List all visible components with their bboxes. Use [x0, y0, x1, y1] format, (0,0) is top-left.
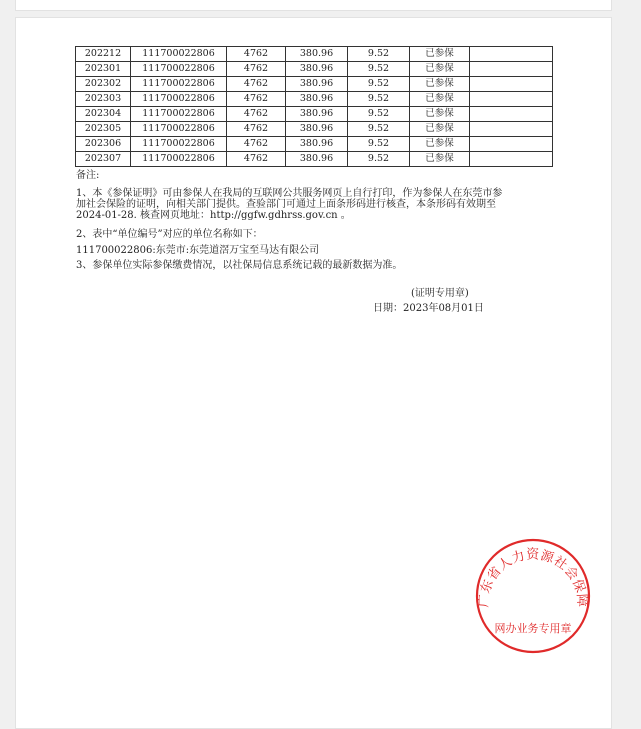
- note-1-line-1: 1、本《参保证明》可由参保人在我局的互联网公共服务网页上自行打印，作为参保人在东莞市参: [76, 188, 503, 199]
- cell-unit-number: 111700022806: [131, 137, 227, 152]
- cell-amount-1: 380.96: [286, 77, 348, 92]
- seal-arc-text: 广东省人力资源社会保障: [476, 547, 590, 608]
- cell-remark: [470, 62, 553, 77]
- cell-amount-1: 380.96: [286, 107, 348, 122]
- cell-unit-number: 111700022806: [131, 47, 227, 62]
- cell-unit-number: 111700022806: [131, 152, 227, 167]
- cell-period: 202303: [76, 92, 131, 107]
- previous-page-edge: [15, 0, 612, 11]
- date-label: 日期：: [373, 303, 403, 314]
- cell-period: 202304: [76, 107, 131, 122]
- cell-base: 4762: [227, 122, 286, 137]
- cell-period: 202212: [76, 47, 131, 62]
- cell-unit-number: 111700022806: [131, 122, 227, 137]
- cell-remark: [470, 152, 553, 167]
- table-row: [76, 122, 553, 137]
- cell-amount-1: 380.96: [286, 122, 348, 137]
- cell-amount-2: 9.52: [348, 47, 410, 62]
- cell-unit-number: 111700022806: [131, 62, 227, 77]
- cell-status: 已参保: [410, 47, 470, 62]
- table-row: [76, 62, 553, 77]
- cell-status: 已参保: [410, 152, 470, 167]
- table-row: [76, 137, 553, 152]
- table-row: [76, 77, 553, 92]
- cell-amount-2: 9.52: [348, 77, 410, 92]
- table-row: [76, 47, 553, 62]
- cell-status: 已参保: [410, 62, 470, 77]
- cell-period: 202307: [76, 152, 131, 167]
- cell-base: 4762: [227, 152, 286, 167]
- seal-bottom-text: 网办业务专用章: [494, 622, 572, 635]
- cell-amount-1: 380.96: [286, 92, 348, 107]
- cell-amount-2: 9.52: [348, 62, 410, 77]
- cell-amount-2: 9.52: [348, 92, 410, 107]
- cell-period: 202306: [76, 137, 131, 152]
- cell-unit-number: 111700022806: [131, 92, 227, 107]
- cell-remark: [470, 137, 553, 152]
- cell-remark: [470, 92, 553, 107]
- date-line: [373, 303, 484, 314]
- table-row: [76, 107, 553, 122]
- note-2-line-2: 111700022806:东莞市:东莞道滘万宝至马达有限公司: [76, 245, 320, 256]
- cell-status: 已参保: [410, 77, 470, 92]
- note-1-line-3: 2024-01-28. 核查网页地址：http://ggfw.gdhrss.gov.cn 。: [76, 210, 351, 221]
- cell-period: 202301: [76, 62, 131, 77]
- insurance-records-table: [75, 46, 553, 167]
- cell-status: 已参保: [410, 107, 470, 122]
- cell-amount-2: 9.52: [348, 152, 410, 167]
- cell-amount-2: 9.52: [348, 107, 410, 122]
- cell-period: 202305: [76, 122, 131, 137]
- cell-status: 已参保: [410, 137, 470, 152]
- cell-remark: [470, 122, 553, 137]
- cell-remark: [470, 77, 553, 92]
- cell-amount-1: 380.96: [286, 137, 348, 152]
- cell-unit-number: 111700022806: [131, 107, 227, 122]
- note-2-line-1: 2、表中“单位编号”对应的单位名称如下：: [76, 229, 263, 240]
- cell-amount-1: 380.96: [286, 152, 348, 167]
- cell-period: 202302: [76, 77, 131, 92]
- cell-status: 已参保: [410, 92, 470, 107]
- notes-heading: 备注:: [76, 170, 100, 181]
- official-seal-stamp: [474, 537, 592, 655]
- cell-base: 4762: [227, 77, 286, 92]
- cell-amount-2: 9.52: [348, 137, 410, 152]
- cell-remark: [470, 47, 553, 62]
- cell-base: 4762: [227, 137, 286, 152]
- note-3: 3、参保单位实际参保缴费情况，以社保局信息系统记载的最新数据为准。: [76, 260, 403, 271]
- cell-remark: [470, 107, 553, 122]
- cell-base: 4762: [227, 62, 286, 77]
- table-row: [76, 92, 553, 107]
- note-1-line-2: 加社会保险的证明，向相关部门提供。查验部门可通过上面条形码进行核查，本条形码有效期至: [76, 199, 496, 210]
- cell-base: 4762: [227, 107, 286, 122]
- cell-amount-1: 380.96: [286, 62, 348, 77]
- date-value: 2023年08月01日: [403, 303, 484, 314]
- table-row: [76, 152, 553, 167]
- cell-amount-2: 9.52: [348, 122, 410, 137]
- seal-label: (证明专用章): [411, 288, 469, 299]
- cell-base: 4762: [227, 92, 286, 107]
- cell-unit-number: 111700022806: [131, 77, 227, 92]
- cell-amount-1: 380.96: [286, 47, 348, 62]
- cell-base: 4762: [227, 47, 286, 62]
- cell-status: 已参保: [410, 122, 470, 137]
